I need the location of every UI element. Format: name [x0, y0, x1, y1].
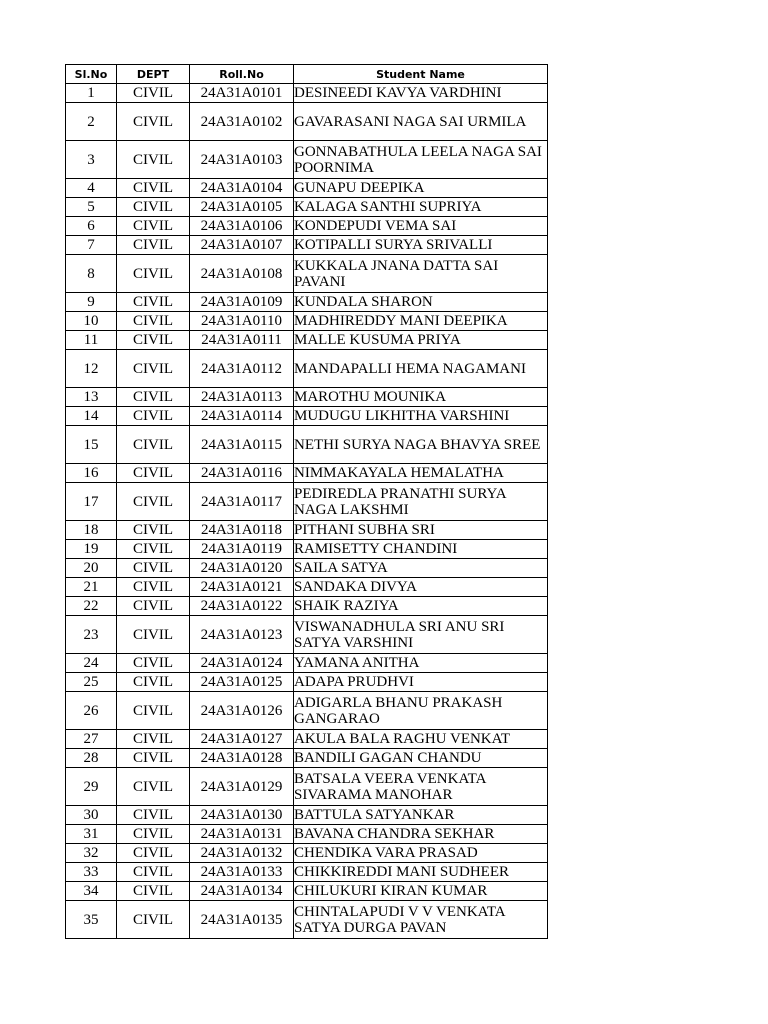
sl-no-cell: 3	[66, 141, 117, 179]
table-row	[66, 825, 548, 844]
table-row	[66, 521, 548, 540]
dept-cell: CIVIL	[117, 882, 190, 901]
roll-no-cell: 24A31A0121	[190, 578, 294, 597]
sl-no-cell: 27	[66, 730, 117, 749]
header-roll-no: Roll.No	[190, 65, 294, 84]
sl-no-cell: 18	[66, 521, 117, 540]
table-row	[66, 350, 548, 388]
roll-no-cell: 24A31A0112	[190, 350, 294, 388]
student-name-cell: SANDAKA DIVYA	[294, 578, 548, 597]
student-name-cell: BATSALA VEERA VENKATA SIVARAMA MANOHAR	[294, 768, 548, 806]
table-row	[66, 597, 548, 616]
dept-cell: CIVIL	[117, 464, 190, 483]
roll-no-cell: 24A31A0108	[190, 255, 294, 293]
dept-cell: CIVIL	[117, 863, 190, 882]
student-name-cell: KONDEPUDI VEMA SAI	[294, 217, 548, 236]
roll-no-cell: 24A31A0104	[190, 179, 294, 198]
roll-no-cell: 24A31A0103	[190, 141, 294, 179]
sl-no-cell: 6	[66, 217, 117, 236]
dept-cell: CIVIL	[117, 407, 190, 426]
dept-cell: CIVIL	[117, 673, 190, 692]
dept-cell: CIVIL	[117, 179, 190, 198]
sl-no-cell: 14	[66, 407, 117, 426]
dept-cell: CIVIL	[117, 350, 190, 388]
sl-no-cell: 34	[66, 882, 117, 901]
sl-no-cell: 23	[66, 616, 117, 654]
roll-no-cell: 24A31A0122	[190, 597, 294, 616]
sl-no-cell: 7	[66, 236, 117, 255]
table-row	[66, 616, 548, 654]
dept-cell: CIVIL	[117, 616, 190, 654]
table-row	[66, 844, 548, 863]
student-name-cell: ADAPA PRUDHVI	[294, 673, 548, 692]
sl-no-cell: 1	[66, 84, 117, 103]
sl-no-cell: 35	[66, 901, 117, 939]
dept-cell: CIVIL	[117, 141, 190, 179]
table-row	[66, 882, 548, 901]
student-name-cell: GONNABATHULA LEELA NAGA SAI POORNIMA	[294, 141, 548, 179]
table-row	[66, 331, 548, 350]
student-name-cell: PITHANI SUBHA SRI	[294, 521, 548, 540]
roll-no-cell: 24A31A0101	[190, 84, 294, 103]
sl-no-cell: 9	[66, 293, 117, 312]
sl-no-cell: 4	[66, 179, 117, 198]
roll-no-cell: 24A31A0119	[190, 540, 294, 559]
table-row	[66, 540, 548, 559]
roll-no-cell: 24A31A0132	[190, 844, 294, 863]
roll-no-cell: 24A31A0123	[190, 616, 294, 654]
roll-no-cell: 24A31A0116	[190, 464, 294, 483]
dept-cell: CIVIL	[117, 103, 190, 141]
student-name-cell: GAVARASANI NAGA SAI URMILA	[294, 103, 548, 141]
student-name-cell: MADHIREDDY MANI DEEPIKA	[294, 312, 548, 331]
student-name-cell: ADIGARLA BHANU PRAKASH GANGARAO	[294, 692, 548, 730]
sl-no-cell: 28	[66, 749, 117, 768]
student-name-cell: VISWANADHULA SRI ANU SRI SATYA VARSHINI	[294, 616, 548, 654]
roll-no-cell: 24A31A0131	[190, 825, 294, 844]
roll-no-cell: 24A31A0105	[190, 198, 294, 217]
dept-cell: CIVIL	[117, 901, 190, 939]
roll-no-cell: 24A31A0113	[190, 388, 294, 407]
dept-cell: CIVIL	[117, 217, 190, 236]
student-name-cell: MALLE KUSUMA PRIYA	[294, 331, 548, 350]
table-row	[66, 730, 548, 749]
header-student-name: Student Name	[294, 65, 548, 84]
dept-cell: CIVIL	[117, 749, 190, 768]
sl-no-cell: 26	[66, 692, 117, 730]
dept-cell: CIVIL	[117, 825, 190, 844]
sl-no-cell: 2	[66, 103, 117, 141]
student-name-cell: RAMISETTY CHANDINI	[294, 540, 548, 559]
dept-cell: CIVIL	[117, 521, 190, 540]
sl-no-cell: 30	[66, 806, 117, 825]
sl-no-cell: 22	[66, 597, 117, 616]
table-row	[66, 483, 548, 521]
student-name-cell: GUNAPU DEEPIKA	[294, 179, 548, 198]
sl-no-cell: 24	[66, 654, 117, 673]
student-name-cell: BANDILI GAGAN CHANDU	[294, 749, 548, 768]
roll-no-cell: 24A31A0134	[190, 882, 294, 901]
sl-no-cell: 19	[66, 540, 117, 559]
header-sl-no: Sl.No	[66, 65, 117, 84]
sl-no-cell: 20	[66, 559, 117, 578]
sl-no-cell: 29	[66, 768, 117, 806]
dept-cell: CIVIL	[117, 692, 190, 730]
student-name-cell: PEDIREDLA PRANATHI SURYA NAGA LAKSHMI	[294, 483, 548, 521]
student-name-cell: MANDAPALLI HEMA NAGAMANI	[294, 350, 548, 388]
table-row	[66, 236, 548, 255]
dept-cell: CIVIL	[117, 255, 190, 293]
roll-no-cell: 24A31A0120	[190, 559, 294, 578]
student-name-cell: KALAGA SANTHI SUPRIYA	[294, 198, 548, 217]
roll-no-cell: 24A31A0106	[190, 217, 294, 236]
table-row	[66, 749, 548, 768]
sl-no-cell: 17	[66, 483, 117, 521]
header-dept: DEPT	[117, 65, 190, 84]
student-name-cell: BATTULA SATYANKAR	[294, 806, 548, 825]
roll-no-cell: 24A31A0115	[190, 426, 294, 464]
student-name-cell: KOTIPALLI SURYA SRIVALLI	[294, 236, 548, 255]
roll-no-cell: 24A31A0118	[190, 521, 294, 540]
student-name-cell: KUNDALA SHARON	[294, 293, 548, 312]
dept-cell: CIVIL	[117, 654, 190, 673]
sl-no-cell: 10	[66, 312, 117, 331]
roll-no-cell: 24A31A0125	[190, 673, 294, 692]
sl-no-cell: 15	[66, 426, 117, 464]
student-name-cell: CHENDIKA VARA PRASAD	[294, 844, 548, 863]
table-row	[66, 863, 548, 882]
sl-no-cell: 8	[66, 255, 117, 293]
roll-no-cell: 24A31A0133	[190, 863, 294, 882]
roll-no-cell: 24A31A0107	[190, 236, 294, 255]
table-row	[66, 559, 548, 578]
student-name-cell: KUKKALA JNANA DATTA SAI PAVANI	[294, 255, 548, 293]
roll-no-cell: 24A31A0114	[190, 407, 294, 426]
dept-cell: CIVIL	[117, 293, 190, 312]
roll-no-cell: 24A31A0127	[190, 730, 294, 749]
roll-no-cell: 24A31A0109	[190, 293, 294, 312]
roll-no-cell: 24A31A0129	[190, 768, 294, 806]
table-row	[66, 141, 548, 179]
dept-cell: CIVIL	[117, 597, 190, 616]
dept-cell: CIVIL	[117, 483, 190, 521]
sl-no-cell: 31	[66, 825, 117, 844]
sl-no-cell: 12	[66, 350, 117, 388]
sl-no-cell: 16	[66, 464, 117, 483]
dept-cell: CIVIL	[117, 730, 190, 749]
table-row	[66, 654, 548, 673]
dept-cell: CIVIL	[117, 578, 190, 597]
dept-cell: CIVIL	[117, 236, 190, 255]
table-row	[66, 901, 548, 939]
roll-no-cell: 24A31A0128	[190, 749, 294, 768]
table-row	[66, 255, 548, 293]
table-row	[66, 768, 548, 806]
dept-cell: CIVIL	[117, 312, 190, 331]
student-name-cell: SAILA SATYA	[294, 559, 548, 578]
table-row	[66, 578, 548, 597]
dept-cell: CIVIL	[117, 768, 190, 806]
student-name-cell: BAVANA CHANDRA SEKHAR	[294, 825, 548, 844]
dept-cell: CIVIL	[117, 388, 190, 407]
table-row	[66, 673, 548, 692]
table-row	[66, 692, 548, 730]
roll-no-cell: 24A31A0130	[190, 806, 294, 825]
student-name-cell: MUDUGU LIKHITHA VARSHINI	[294, 407, 548, 426]
dept-cell: CIVIL	[117, 806, 190, 825]
sl-no-cell: 32	[66, 844, 117, 863]
roll-no-cell: 24A31A0126	[190, 692, 294, 730]
sl-no-cell: 33	[66, 863, 117, 882]
dept-cell: CIVIL	[117, 426, 190, 464]
table-row	[66, 84, 548, 103]
roll-no-cell: 24A31A0117	[190, 483, 294, 521]
table-row	[66, 806, 548, 825]
dept-cell: CIVIL	[117, 331, 190, 350]
student-name-cell: CHIKKIREDDI MANI SUDHEER	[294, 863, 548, 882]
dept-cell: CIVIL	[117, 84, 190, 103]
header-row	[66, 65, 548, 84]
roll-no-cell: 24A31A0102	[190, 103, 294, 141]
student-roster-table	[65, 64, 548, 939]
sl-no-cell: 11	[66, 331, 117, 350]
dept-cell: CIVIL	[117, 198, 190, 217]
table-row	[66, 293, 548, 312]
dept-cell: CIVIL	[117, 844, 190, 863]
roll-no-cell: 24A31A0135	[190, 901, 294, 939]
sl-no-cell: 21	[66, 578, 117, 597]
student-name-cell: NIMMAKAYALA HEMALATHA	[294, 464, 548, 483]
dept-cell: CIVIL	[117, 559, 190, 578]
student-name-cell: NETHI SURYA NAGA BHAVYA SREE	[294, 426, 548, 464]
table-row	[66, 217, 548, 236]
roll-no-cell: 24A31A0124	[190, 654, 294, 673]
table-row	[66, 103, 548, 141]
student-name-cell: MAROTHU MOUNIKA	[294, 388, 548, 407]
student-name-cell: CHINTALAPUDI V V VENKATA SATYA DURGA PAVAN	[294, 901, 548, 939]
table-row	[66, 426, 548, 464]
table-row	[66, 312, 548, 331]
table-row	[66, 407, 548, 426]
sl-no-cell: 13	[66, 388, 117, 407]
table-row	[66, 464, 548, 483]
dept-cell: CIVIL	[117, 540, 190, 559]
table-row	[66, 198, 548, 217]
table-row	[66, 179, 548, 198]
roster-body	[66, 84, 548, 939]
sl-no-cell: 25	[66, 673, 117, 692]
student-name-cell: AKULA BALA RAGHU VENKAT	[294, 730, 548, 749]
roll-no-cell: 24A31A0110	[190, 312, 294, 331]
student-name-cell: YAMANA ANITHA	[294, 654, 548, 673]
student-name-cell: DESINEEDI KAVYA VARDHINI	[294, 84, 548, 103]
table-row	[66, 388, 548, 407]
roll-no-cell: 24A31A0111	[190, 331, 294, 350]
student-name-cell: SHAIK RAZIYA	[294, 597, 548, 616]
sl-no-cell: 5	[66, 198, 117, 217]
student-name-cell: CHILUKURI KIRAN KUMAR	[294, 882, 548, 901]
